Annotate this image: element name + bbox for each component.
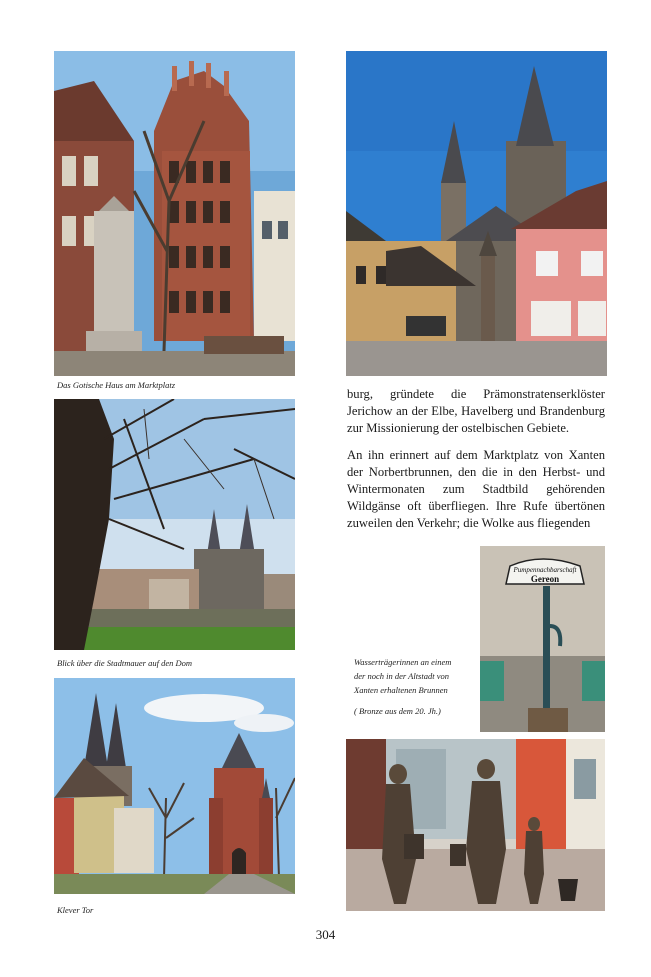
caption-water-carriers (354, 655, 474, 718)
photo-city-wall (54, 399, 295, 650)
paragraph: An ihn erinnert auf dem Marktplatz von Xanten der Norbertbrunnen, den die in den Herbst- und Wintermonaten zum Stadtbild gehörenden Wildgänse oft überfliegen. Ihre Rufe übertönen zuweilen den Verkehr; die Wolke aus fliegenden (347, 448, 605, 530)
caption-klever-tor: Klever Tor (57, 905, 94, 915)
photo-gothic-house (54, 51, 295, 376)
caption-line: Wasserträgerinnen an einem (354, 657, 452, 667)
caption-gothic-house: Das Gotische Haus am Marktplatz (57, 380, 176, 390)
paragraph: burg, gründete die Prämonstratenserklöster Jerichow an der Elbe, Havelberg und Brandenburg zur Missionierung der ostelbischen Gebiete. (347, 387, 605, 435)
pump-sign-line-2: Gereon (530, 574, 560, 584)
photo-market-cathedral (346, 51, 607, 376)
photo-pump-sign (480, 546, 605, 732)
body-text (347, 386, 605, 542)
photo-klever-tor (54, 678, 295, 894)
caption-line: Xanten erhaltenen Brunnen (354, 685, 448, 695)
photo-water-carriers (346, 739, 605, 911)
caption-line: der noch in der Altstadt von (354, 671, 449, 681)
caption-city-wall: Blick über die Stadtmauer auf den Dom (57, 658, 193, 668)
caption-line: ( Bronze aus dem 20. Jh.) (354, 706, 441, 716)
pump-sign-line-1: Pumpennachbarschaft (513, 566, 577, 574)
page-number: 304 (315, 927, 336, 942)
